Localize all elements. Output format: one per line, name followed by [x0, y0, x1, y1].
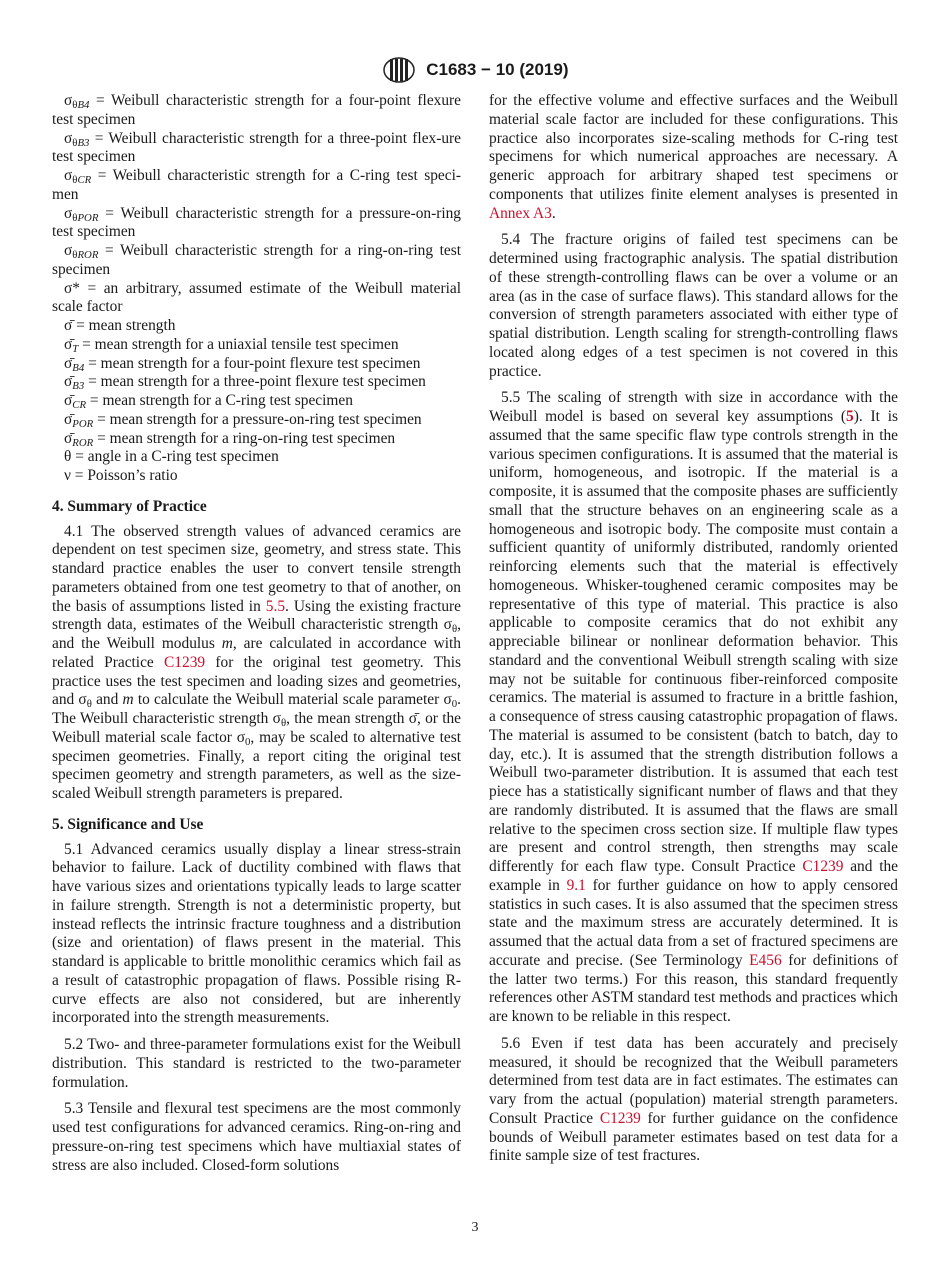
subscript: θ — [280, 717, 287, 729]
subscript: CR — [72, 399, 87, 411]
reference-link[interactable]: C1239 — [599, 1109, 641, 1127]
text-run: 5.6 Even if test data has been accurately and precisely measured, it should be recognized that the Weibull parameters determined from test data are in fact estimates. The estimates can vary from the actual (population) material strength parameters. Consult Practice — [489, 1034, 898, 1127]
subscript: CR — [77, 174, 92, 186]
paragraph — [52, 523, 461, 804]
text-run: m — [122, 691, 134, 709]
definition-item — [52, 205, 461, 243]
right-column — [489, 92, 898, 1174]
subscript: B3 — [77, 136, 90, 149]
text-run: = Weibull characteristic strength for a pressure-on-ring test specimen — [52, 204, 461, 241]
paragraph — [52, 841, 461, 1029]
text-run: m — [221, 635, 233, 652]
page-number: 3 — [471, 1220, 479, 1235]
text-run: , and the Weibull modulus — [52, 616, 461, 652]
text-run: 5.4 The fracture origins of failed test specimens can be determined using fractographic analysis. The spatial distribution of these strength-controlling flaws can be over a volume or an area (as in the case of surface flaws). This standard allows for the conversion of strength parameters associated with either type of spatial distribution. Length scaling for strength-controlling flaws located along edges of a test specimen is not covered in this practice. — [489, 231, 898, 380]
reference-link[interactable]: C1239 — [164, 653, 206, 671]
definition-item — [52, 448, 461, 467]
text-run: σ̄ — [64, 373, 73, 391]
definition-item — [52, 167, 461, 205]
paragraph — [489, 1035, 898, 1166]
text-run: and — [91, 691, 123, 709]
text-run: , the mean strength σ̄, or the Weibull material scale factor σ — [52, 710, 461, 746]
text-run: 4.1 The observed strength values of advanced ceramics are dependent on test specimen size, geometry, and stress state. This standard practice enables the user to convert tensile strength parameters obtained from one test geometry to that of another, on the basis of assumptions listed in — [52, 522, 461, 615]
paragraph — [489, 92, 898, 223]
text-run: = mean strength for a four-point flexure test specimen — [84, 354, 421, 372]
text-run: = mean strength for a C-ring test specimen — [86, 392, 353, 409]
subscript: B3 — [72, 380, 85, 393]
subscript: ROR — [72, 436, 94, 449]
section-heading — [52, 498, 461, 517]
text-run: σ̄ — [64, 354, 73, 372]
text-run: for the original test geometry. This practice uses the test specimen and loading sizes and geometries, and σ — [52, 653, 461, 709]
reference-link[interactable]: E456 — [749, 951, 782, 969]
text-run: 4. Summary of Practice — [52, 497, 207, 515]
text-run: = mean strength for a three-point flexure test specimen — [84, 373, 426, 391]
subscript: θ — [72, 136, 78, 149]
definition-item — [52, 317, 461, 336]
text-run: 5.3 Tensile and flexural test specimens are the most commonly used test configurations for advanced ceramics. Ring-on-ring and pressure-on-ring test specimens which have multiaxial states of stress are also included. Closed-form solutions — [52, 1100, 461, 1174]
text-run: = mean strength for a ring-on-ring test specimen — [93, 429, 396, 447]
text-run: σ — [64, 92, 73, 109]
text-run: for the effective volume and effective surfaces and the Weibull material scale factor are included for these configurations. This practice also incorporates size-scaling methods for C-ring test specimens for which numerical approaches are necessary. A generic approach for arbitrary shaped test specimens or components that utilizes finite element analyses is presented in — [489, 92, 898, 203]
text-run: for further guidance on the confidence bounds of Weibull parameter estimates based on test data for a finite sample size of test fractures. — [489, 1109, 898, 1165]
text-run: . — [551, 204, 556, 222]
subscript: POR — [77, 211, 99, 224]
text-run: 5.5 The scaling of strength with size in accordance with the Weibull model is based on several key assumptions ( — [489, 389, 898, 425]
text-run: = Weibull characteristic strength for a ring-on-ring test specimen — [52, 242, 461, 278]
subscript: ROR — [77, 249, 99, 261]
subscript: θ — [72, 249, 78, 261]
text-run: . The Weibull characteristic strength σ — [52, 691, 461, 727]
text-run: , are calculated in accordance with related Practice — [52, 635, 461, 671]
text-run: for definitions of the latter two terms.) For this reason, this standard frequently references other ASTM standard test methods and practices which are known to be reliable in this respect. — [489, 951, 898, 1025]
left-column — [52, 92, 461, 1183]
text-run: σ̄ — [64, 392, 73, 409]
definition-item — [52, 355, 461, 374]
definition-item — [52, 411, 461, 430]
text-run: = mean strength for a uniaxial tensile test specimen — [78, 335, 399, 353]
definition-item — [52, 467, 461, 486]
reference-link[interactable]: C1239 — [802, 858, 844, 875]
paragraph — [52, 1036, 461, 1092]
text-run: σ — [64, 129, 73, 147]
text-run: to calculate the Weibull material scale parameter σ — [133, 691, 452, 709]
definition-item — [52, 280, 461, 318]
subscript: T — [72, 342, 79, 355]
text-run: σ* = an arbitrary, assumed estimate of the Weibull material scale factor — [52, 279, 461, 316]
astm-logo-icon — [382, 56, 416, 84]
text-run: 5.2 Two- and three-parameter formulations exist for the Weibull distribution. This standard is restricted to the two-parameter formulation. — [52, 1036, 461, 1091]
text-run: σ̄ — [64, 410, 73, 428]
text-run: for further guidance on how to apply censored statistics in such cases. It is also assumed that the specimen stress state and the maximum stress are accurately determined. It is assumed that the actual data from a set of fractured specimens are accurate and precise. (See Terminology — [489, 876, 898, 969]
text-run: 5.1 Advanced ceramics usually display a linear stress-strain behavior to failure. Lack of ductility combined with flaws that have various sizes and orientations typically leads to large scatter in failure strength. Strength is not a deterministic property, but instead reflects the intrinsic fracture toughness and a distribution (size and orientation) of flaws present in the material. This standard is applicable to brittle monolithic ceramics which fail as a result of catastrophic propagation of flaws. Possible rising R-curve effects are also not considered, but are inherently incorporated into the strength measurements. — [52, 840, 461, 1027]
paragraph — [489, 231, 898, 381]
text-run: σ — [64, 167, 73, 184]
definition-item — [52, 430, 461, 449]
definition-item — [52, 242, 461, 280]
subscript: POR — [72, 417, 94, 430]
standard-designation: C1683 − 10 (2019) — [426, 60, 569, 79]
definition-item — [52, 392, 461, 411]
definition-item — [52, 130, 461, 168]
text-run: , may be scaled to alternative test specimen geometries. Finally, a report citing the original test specimen geometry and strength parameters, as well as the size-scaled Weibull strength parameters is prepared. — [52, 728, 462, 802]
text-run: σ — [64, 204, 73, 222]
reference-link[interactable]: 5 — [846, 408, 854, 425]
text-run: σ̄ = mean strength — [64, 317, 176, 334]
text-run: = Weibull characteristic strength for a three-point flex-ure test specimen — [52, 129, 461, 166]
subscript: 0 — [245, 735, 251, 748]
subscript: θ — [72, 211, 78, 224]
subscript: B4 — [72, 361, 85, 374]
subscript: 0 — [451, 698, 458, 711]
subscript: θ — [86, 698, 92, 711]
text-run: 5. Significance and Use — [52, 815, 204, 833]
text-run: σ̄ — [64, 335, 73, 353]
reference-link[interactable]: Annex A3 — [489, 204, 552, 222]
definition-item — [52, 373, 461, 392]
text-run: σ — [64, 242, 73, 259]
section-heading — [52, 816, 461, 835]
paragraph — [52, 1100, 461, 1175]
page-header — [0, 56, 950, 84]
subscript: θ — [72, 99, 78, 111]
subscript: θ — [451, 623, 458, 636]
text-run: σ̄ — [64, 429, 73, 447]
text-run: ν = Poisson’s ratio — [64, 467, 178, 484]
paragraph — [489, 389, 898, 1027]
subscript: θ — [72, 174, 78, 186]
text-run: ). It is assumed that the same specific flaw type controls strength in the various specimen configurations. It is assumed that the material is uniform, homogeneous, and isotropic. If the material is a composite, it is assumed that the composite phases are sufficiently small that the structure behaves on an engineering scale as a homogeneous and isotropic body. The composite must contain a sufficient quantity of uniformly distributed, randomly oriented reinforcing elements such that the material is effectively homogeneous. Whisker-toughened ceramic composites may be representative of this type of material. This practice is also applicable to composite ceramics that do not exhibit any appreciable bilinear or nonlinear deformation behavior. This standard and the conventional Weibull strength scaling with size may not be suitable for continuous fiber-reinforced composite ceramics. The material is assumed to fracture in a brittle fashion, a consequence of stress causing catastrophic propagation of flaws. The material is assumed to be consistent (batch to batch, day to day, etc.). It is assumed that the strength distribution follows a Weibull two-parameter distribution. It is assumed that each test piece has a statistically significant number of flaws and that they are randomly distributed. It is assumed that the flaws are small relative to the specimen cross section size. If multiple flaw types are present and control strength, then strengths may scale differently for each flaw type. Consult Practice — [489, 408, 898, 875]
text-run: = mean strength for a pressure-on-ring test specimen — [93, 410, 422, 428]
text-run: θ = angle in a C-ring test specimen — [64, 448, 279, 466]
definition-item — [52, 336, 461, 355]
reference-link[interactable]: 9.1 — [566, 876, 586, 894]
text-run: and the example in — [489, 858, 898, 894]
text-run: = Weibull characteristic strength for a C-ring test speci-men — [52, 167, 461, 203]
text-run: . Using the existing fracture strength data, estimates of the Weibull characteristic strength σ — [52, 597, 461, 634]
subscript: B4 — [77, 99, 90, 111]
reference-link[interactable]: 5.5 — [265, 597, 286, 615]
definition-item — [52, 92, 461, 130]
text-run: = Weibull characteristic strength for a four-point flexure test specimen — [52, 92, 461, 128]
